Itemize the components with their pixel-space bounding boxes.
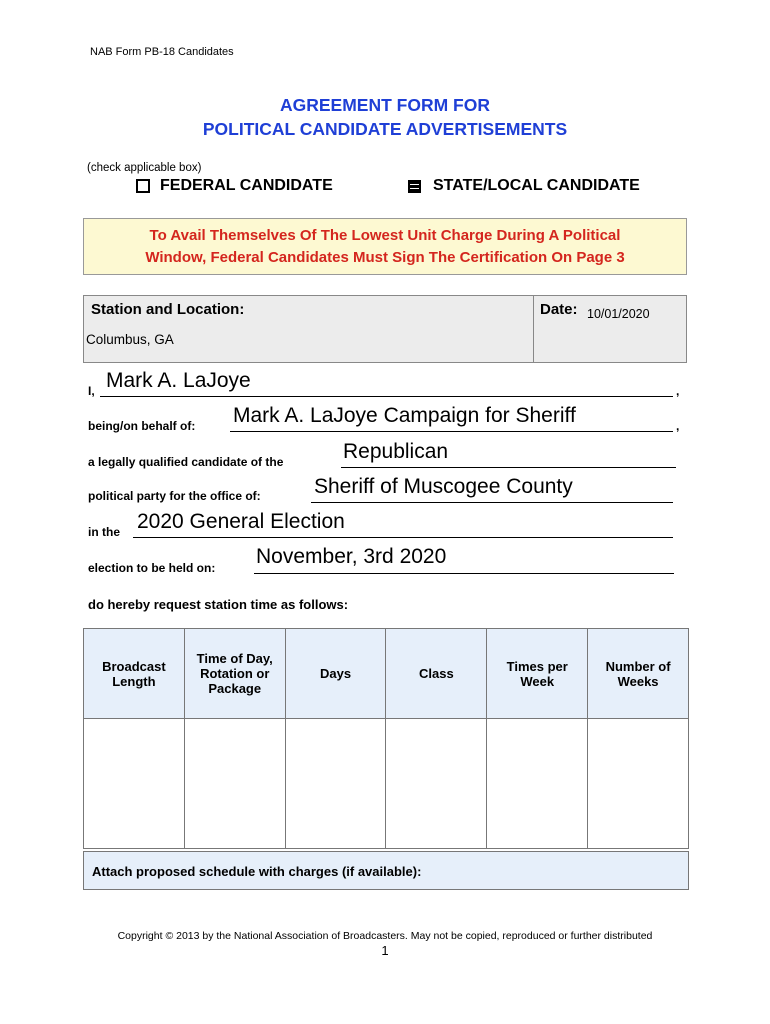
behalf-comma: , [676, 419, 680, 433]
state-local-checkbox[interactable] [408, 180, 421, 193]
table-row [84, 719, 689, 849]
copyright-footer: Copyright © 2013 by the National Association of Broadcasters. May not be copied, reproduced or further distributed [117, 930, 653, 942]
qualified-label: a legally qualified candidate of the [88, 455, 284, 469]
station-label: Station and Location: [91, 301, 245, 318]
cell-number-of-weeks[interactable] [588, 719, 689, 849]
cell-broadcast-length[interactable] [84, 719, 185, 849]
attach-schedule-label: Attach proposed schedule with charges (if available): [92, 864, 422, 879]
office-line [311, 502, 673, 503]
held-on-label: election to be held on: [88, 561, 216, 575]
page-number: 1 [381, 943, 389, 958]
party-line [341, 467, 676, 468]
table-header-row [84, 629, 689, 719]
held-on-line [254, 573, 674, 574]
election-line [133, 537, 673, 538]
lowest-unit-charge-notice [83, 218, 687, 275]
notice-line2: Window, Federal Candidates Must Sign The Certification On Page 3 [145, 249, 625, 266]
attach-schedule-box[interactable] [83, 851, 689, 890]
cell-days[interactable] [285, 719, 386, 849]
election-field[interactable]: 2020 General Election [137, 510, 345, 533]
header-class: Class [386, 629, 487, 719]
station-value[interactable]: Columbus, GA [86, 332, 174, 347]
cell-class[interactable] [386, 719, 487, 849]
behalf-label: being/on behalf of: [88, 419, 196, 433]
form-id: NAB Form PB-18 Candidates [90, 46, 234, 58]
cell-time-of-day[interactable] [184, 719, 285, 849]
cell-times-per-week[interactable] [487, 719, 588, 849]
header-time-of-day: Time of Day, Rotation or Package [184, 629, 285, 719]
header-number-of-weeks: Number of Weeks [588, 629, 689, 719]
request-text: do hereby request station time as follows: [88, 597, 349, 612]
office-field[interactable]: Sheriff of Muscogee County [314, 475, 573, 498]
notice-line1: To Avail Themselves Of The Lowest Unit Charge During A Political [149, 227, 621, 244]
header-days: Days [285, 629, 386, 719]
name-comma: , [676, 384, 680, 398]
check-instruction: (check applicable box) [87, 162, 202, 174]
federal-candidate-option[interactable] [136, 177, 333, 195]
in-the-label: in the [88, 525, 120, 539]
page-title-line1: AGREEMENT FORM FOR [280, 95, 490, 115]
state-local-candidate-option[interactable] [408, 177, 640, 195]
office-label: political party for the office of: [88, 489, 261, 503]
name-line [100, 396, 673, 397]
behalf-line [230, 431, 673, 432]
federal-label: FEDERAL CANDIDATE [160, 177, 333, 194]
header-times-per-week: Times per Week [487, 629, 588, 719]
schedule-table [83, 628, 689, 849]
date-value[interactable]: 10/01/2020 [587, 307, 650, 321]
federal-checkbox[interactable] [136, 179, 150, 193]
date-label: Date: [540, 301, 578, 318]
header-broadcast-length: Broadcast Length [84, 629, 185, 719]
page-title-line2: POLITICAL CANDIDATE ADVERTISEMENTS [202, 119, 568, 139]
candidate-name-field[interactable]: Mark A. LaJoye [106, 369, 251, 392]
station-location-box [83, 295, 687, 363]
party-field[interactable]: Republican [343, 440, 449, 463]
state-local-label: STATE/LOCAL CANDIDATE [433, 177, 640, 194]
i-prefix: I, [88, 384, 95, 398]
station-divider [533, 296, 534, 362]
held-on-field[interactable]: November, 3rd 2020 [256, 545, 447, 568]
behalf-field[interactable]: Mark A. LaJoye Campaign for Sheriff [233, 404, 576, 427]
